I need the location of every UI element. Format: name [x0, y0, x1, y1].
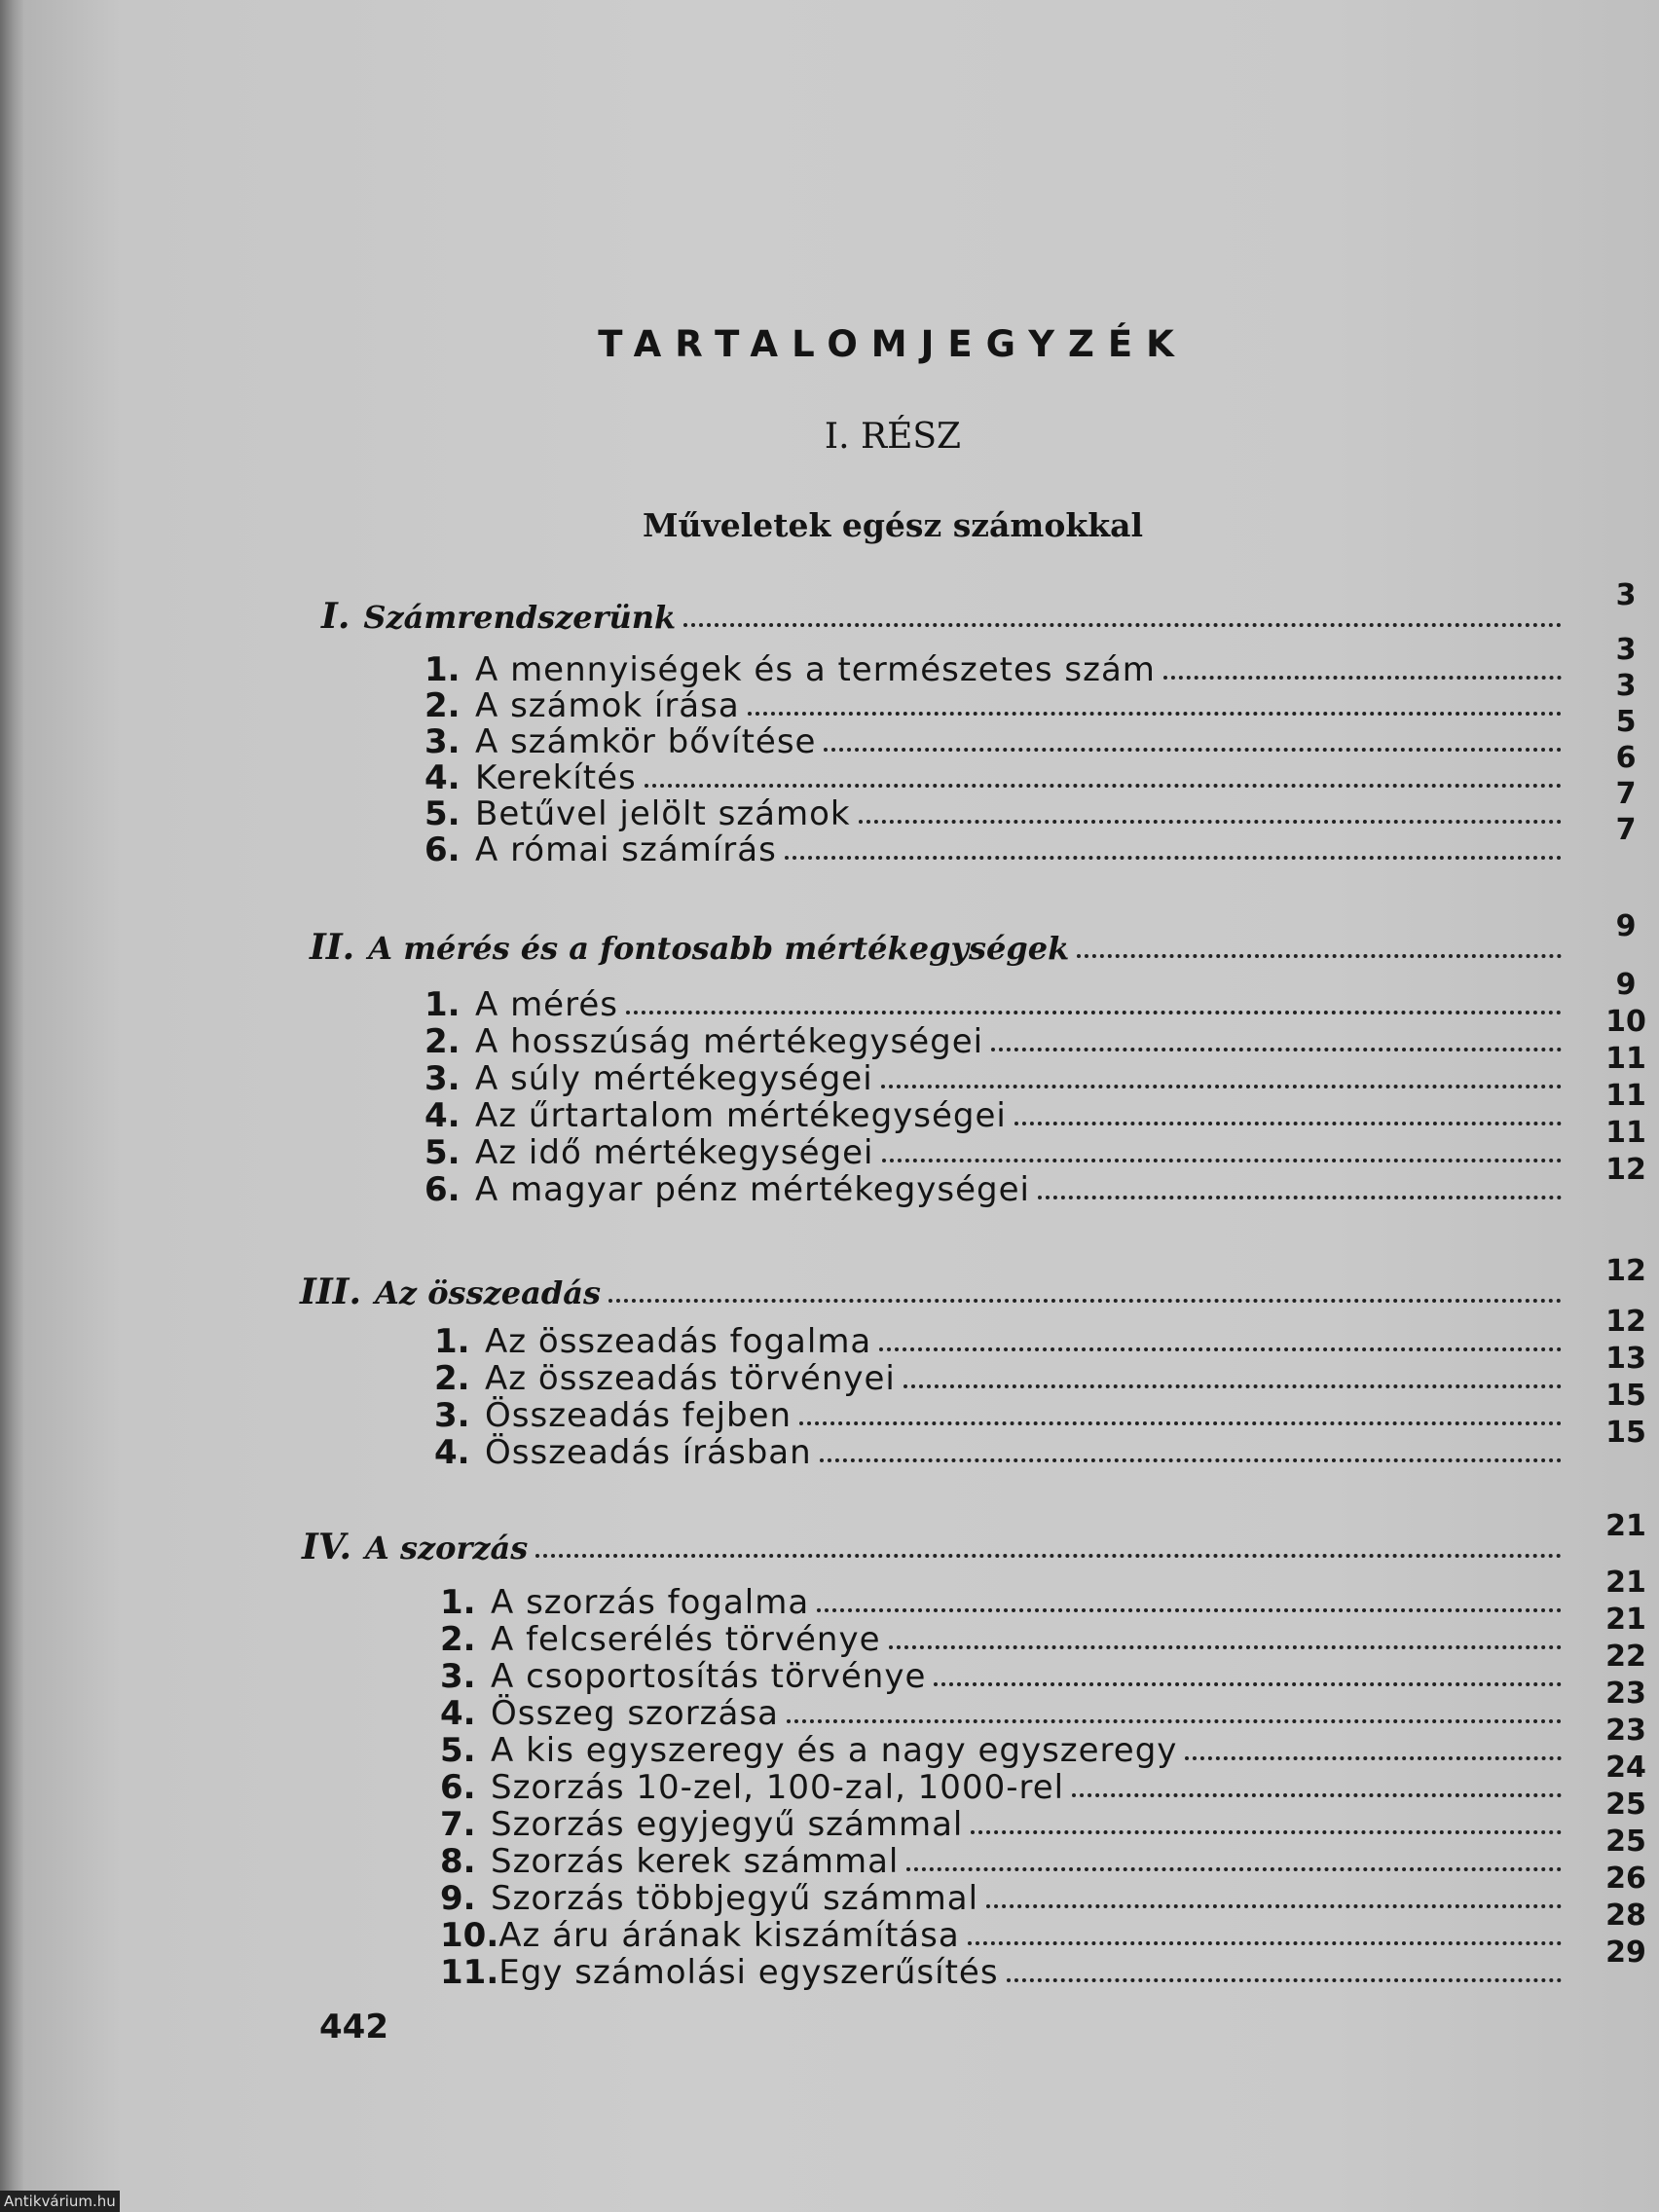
page-title: TARTALOMJEGYZÉK	[598, 323, 1188, 365]
item-number: 1.	[434, 1322, 470, 1361]
toc-item	[440, 1953, 1569, 1992]
toc-item	[424, 1096, 1569, 1135]
leader-dots	[879, 1347, 1562, 1351]
item-title: A kis egyszeregy és a nagy egyszeregy	[491, 1731, 1178, 1770]
leader-dots	[645, 784, 1562, 788]
item-number: 3.	[424, 722, 461, 761]
toc-item	[424, 1059, 1569, 1098]
item-page-number: 7	[1615, 813, 1637, 847]
item-number: 6.	[440, 1768, 476, 1807]
item-page-number: 13	[1605, 1342, 1646, 1376]
leader-dots	[986, 1904, 1562, 1908]
leader-dots	[968, 1941, 1562, 1945]
item-page-number: 11	[1605, 1042, 1646, 1076]
item-number: 1.	[424, 985, 461, 1024]
item-page-number: 25	[1605, 1825, 1646, 1859]
item-page-number: 3	[1615, 633, 1637, 667]
chapter-page-number: 21	[1605, 1509, 1646, 1543]
leader-dots	[626, 1011, 1562, 1014]
leader-dots	[748, 712, 1562, 716]
toc-item	[440, 1842, 1569, 1881]
item-page-number: 9	[1615, 968, 1637, 1002]
toc-item	[424, 985, 1569, 1024]
item-title: A csoportosítás törvénye	[491, 1657, 927, 1696]
item-number: 5.	[424, 794, 461, 833]
chapter-title: A szorzás	[365, 1530, 529, 1567]
chapter-title: A mérés és a fontosabb mértékegységek	[368, 930, 1070, 967]
item-number: 2.	[440, 1620, 476, 1659]
toc-item	[440, 1805, 1569, 1844]
item-title: Szorzás kerek számmal	[491, 1842, 900, 1881]
item-title: A magyar pénz mértékegységei	[475, 1170, 1030, 1209]
leader-dots	[817, 1608, 1562, 1612]
toc-item	[424, 758, 1569, 797]
item-title: A római számírás	[475, 830, 777, 869]
item-number: 5.	[424, 1133, 461, 1172]
chapter-page-number: 9	[1615, 909, 1637, 943]
leader-dots	[882, 1159, 1563, 1162]
item-title: Az összeadás törvényei	[485, 1359, 896, 1398]
item-title: Az áru árának kiszámítása	[498, 1916, 960, 1955]
leader-dots	[608, 1299, 1562, 1303]
item-number: 3.	[440, 1657, 476, 1696]
item-title: A mennyiségek és a természetes szám	[475, 650, 1156, 689]
leader-dots	[934, 1682, 1562, 1686]
leader-dots	[799, 1421, 1562, 1425]
item-title: A súly mértékegységei	[475, 1059, 873, 1098]
chapter-page-number: 3	[1615, 578, 1637, 612]
item-page-number: 10	[1605, 1005, 1646, 1039]
toc-item	[434, 1322, 1569, 1361]
item-page-number: 15	[1605, 1416, 1646, 1450]
leader-dots	[881, 1085, 1562, 1088]
leader-dots	[971, 1830, 1562, 1834]
item-number: 5.	[440, 1731, 476, 1770]
item-number: 10.	[440, 1916, 499, 1955]
item-page-number: 23	[1605, 1714, 1646, 1748]
part-subtitle: Műveletek egész számokkal	[643, 506, 1143, 544]
leader-dots	[535, 1554, 1562, 1558]
item-page-number: 23	[1605, 1677, 1646, 1711]
toc-item	[434, 1359, 1569, 1398]
leader-dots	[787, 1719, 1562, 1723]
item-title: Az idő mértékegységei	[475, 1133, 874, 1172]
item-page-number: 11	[1605, 1116, 1646, 1150]
item-title: Az összeadás fogalma	[485, 1322, 872, 1361]
chapter-page-number: 12	[1605, 1254, 1646, 1288]
item-number: 2.	[424, 1022, 461, 1061]
item-title: Egy számolási egyszerűsítés	[498, 1953, 999, 1992]
item-page-number: 3	[1615, 669, 1637, 703]
toc-item	[424, 650, 1569, 689]
item-number: 11.	[440, 1953, 499, 1992]
toc-item	[424, 1170, 1569, 1209]
leader-dots	[1038, 1196, 1562, 1199]
item-title: Szorzás többjegyű számmal	[491, 1879, 979, 1918]
item-page-number: 28	[1605, 1899, 1646, 1933]
item-number: 4.	[424, 758, 461, 797]
item-number: 4.	[434, 1433, 470, 1472]
watermark-logo: Antikvárium.hu	[0, 2191, 120, 2212]
item-number: 2.	[434, 1359, 470, 1398]
item-number: 6.	[424, 830, 461, 869]
item-title: Szorzás egyjegyű számmal	[491, 1805, 964, 1844]
item-title: Összeadás fejben	[485, 1396, 793, 1435]
item-number: 9.	[440, 1879, 476, 1918]
item-number: 2.	[424, 686, 461, 725]
toc-item	[424, 686, 1569, 725]
item-title: Összeadás írásban	[485, 1433, 812, 1472]
item-title: Az űrtartalom mértékegységei	[475, 1096, 1007, 1135]
leader-dots	[1007, 1978, 1562, 1982]
item-title: Összeg szorzása	[491, 1694, 779, 1733]
leader-dots	[824, 748, 1562, 752]
leader-dots	[1072, 1793, 1562, 1797]
chapter-title: Számrendszerünk	[363, 599, 677, 636]
item-page-number: 15	[1605, 1379, 1646, 1413]
item-page-number: 12	[1605, 1305, 1646, 1339]
leader-dots	[903, 1384, 1562, 1388]
toc-item	[440, 1916, 1569, 1955]
chapter-number: III.	[300, 1272, 362, 1312]
chapter-number: IV.	[302, 1527, 352, 1567]
item-page-number: 21	[1605, 1603, 1646, 1637]
item-title: A mérés	[475, 985, 618, 1024]
leader-dots	[991, 1048, 1562, 1051]
item-page-number: 22	[1605, 1640, 1646, 1674]
item-title: A felcserélés törvénye	[491, 1620, 881, 1659]
leader-dots	[683, 623, 1562, 627]
item-number: 4.	[424, 1096, 461, 1135]
toc-item	[440, 1620, 1569, 1659]
item-page-number: 24	[1605, 1751, 1646, 1785]
item-page-number: 5	[1615, 705, 1637, 739]
toc-item	[424, 794, 1569, 833]
item-number: 3.	[424, 1059, 461, 1098]
chapter-number: II.	[310, 927, 355, 968]
toc-chapter	[300, 1272, 1569, 1312]
item-page-number: 29	[1605, 1936, 1646, 1970]
toc-item	[440, 1583, 1569, 1622]
chapter-number: I.	[321, 596, 350, 637]
item-title: A számkör bővítése	[475, 722, 817, 761]
page-number: 442	[319, 2008, 388, 2046]
leader-dots	[1163, 676, 1562, 680]
item-title: Betűvel jelölt számok	[475, 794, 851, 833]
item-number: 6.	[424, 1170, 461, 1209]
leader-dots	[906, 1867, 1562, 1871]
toc-item	[440, 1657, 1569, 1696]
item-number: 7.	[440, 1805, 476, 1844]
item-number: 4.	[440, 1694, 476, 1733]
item-page-number: 21	[1605, 1566, 1646, 1600]
leader-dots	[785, 856, 1562, 860]
toc-item	[424, 722, 1569, 761]
toc-item	[424, 1133, 1569, 1172]
toc-chapter	[310, 927, 1569, 968]
toc-item	[440, 1768, 1569, 1807]
toc-item	[440, 1731, 1569, 1770]
part-heading: I. RÉSZ	[824, 417, 962, 457]
toc-chapter	[302, 1527, 1569, 1567]
item-number: 1.	[440, 1583, 476, 1622]
toc-item	[424, 1022, 1569, 1061]
leader-dots	[820, 1458, 1562, 1462]
leader-dots	[1077, 954, 1562, 958]
item-page-number: 25	[1605, 1788, 1646, 1822]
item-page-number: 26	[1605, 1862, 1646, 1896]
item-title: A szorzás fogalma	[491, 1583, 810, 1622]
leader-dots	[889, 1645, 1563, 1649]
leader-dots	[859, 820, 1562, 824]
item-number: 8.	[440, 1842, 476, 1881]
item-number: 3.	[434, 1396, 470, 1435]
item-page-number: 7	[1615, 777, 1637, 811]
toc-chapter	[321, 596, 1569, 637]
toc-item	[434, 1396, 1569, 1435]
chapter-title: Az összeadás	[375, 1274, 601, 1311]
item-number: 1.	[424, 650, 461, 689]
item-title: A hosszúság mértékegységei	[475, 1022, 984, 1061]
item-page-number: 12	[1605, 1153, 1646, 1187]
item-page-number: 6	[1615, 741, 1637, 775]
item-title: A számok írása	[475, 686, 740, 725]
toc-item	[440, 1694, 1569, 1733]
leader-dots	[1185, 1756, 1562, 1760]
toc-item	[434, 1433, 1569, 1472]
toc-item	[424, 830, 1569, 869]
toc-item	[440, 1879, 1569, 1918]
leader-dots	[1014, 1122, 1562, 1125]
item-title: Kerekítés	[475, 758, 637, 797]
item-title: Szorzás 10-zel, 100-zal, 1000-rel	[491, 1768, 1065, 1807]
item-page-number: 11	[1605, 1079, 1646, 1113]
